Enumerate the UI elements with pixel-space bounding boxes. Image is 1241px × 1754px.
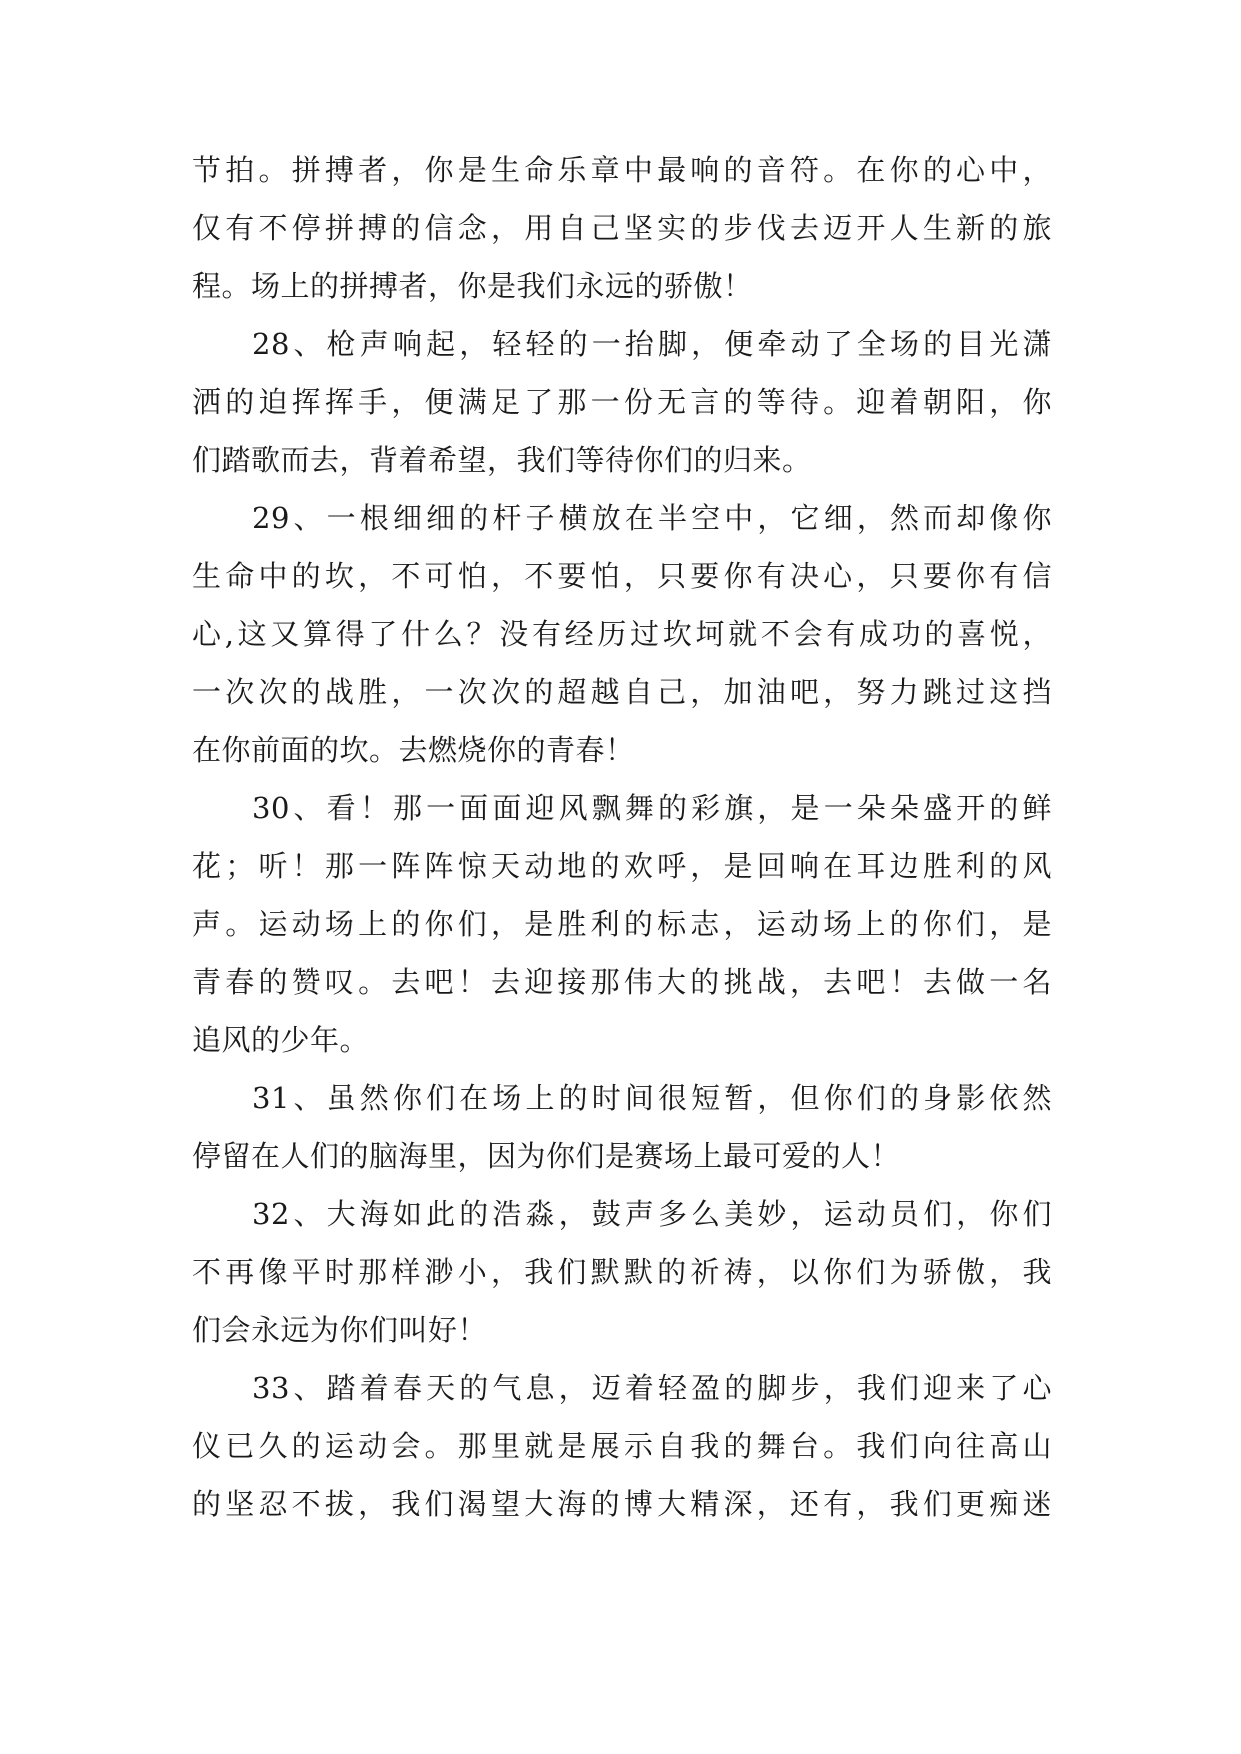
text-line: 追风的少年。	[192, 1023, 370, 1057]
text-line: 花；听！那一阵阵惊天动地的欢呼，是回响在耳边胜利的风	[192, 849, 1052, 883]
text-line: 节拍。拼搏者，你是生命乐章中最响的音符。在你的心中，	[192, 153, 1052, 187]
text-line: 心,这又算得了什么？没有经历过坎坷就不会有成功的喜悦，	[192, 617, 1052, 651]
text-line: 们会永远为你们叫好！	[192, 1313, 488, 1347]
text-line: 停留在人们的脑海里，因为你们是赛场上最可爱的人！	[192, 1139, 901, 1173]
paragraph-33-first-line: 33、踏着春天的气息，迈着轻盈的脚步，我们迎来了心	[252, 1371, 1052, 1405]
paragraph-32-first-line: 32、大海如此的浩淼，鼓声多么美妙，运动员们，你们	[252, 1197, 1052, 1231]
text-line: 们踏歌而去，背着希望，我们等待你们的归来。	[192, 443, 812, 477]
text-line: 程。场上的拼搏者，你是我们永远的骄傲！	[192, 269, 753, 303]
text-line: 仅有不停拼搏的信念，用自己坚实的步伐去迈开人生新的旅	[192, 211, 1052, 245]
paragraph-28-first-line: 28、枪声响起，轻轻的一抬脚，便牵动了全场的目光潇	[252, 327, 1052, 361]
text-line: 在你前面的坎。去燃烧你的青春！	[192, 733, 635, 767]
text-line: 生命中的坎，不可怕，不要怕，只要你有决心，只要你有信	[192, 559, 1052, 593]
paragraph-31-first-line: 31、虽然你们在场上的时间很短暂，但你们的身影依然	[252, 1081, 1052, 1115]
text-line: 声。运动场上的你们，是胜利的标志，运动场上的你们，是	[192, 907, 1052, 941]
paragraph-29-first-line: 29、一根细细的杆子横放在半空中，它细，然而却像你	[252, 501, 1052, 535]
text-line: 洒的迫挥挥手，便满足了那一份无言的等待。迎着朝阳，你	[192, 385, 1052, 419]
text-line: 不再像平时那样渺小，我们默默的祈祷，以你们为骄傲，我	[192, 1255, 1052, 1289]
text-line: 仪已久的运动会。那里就是展示自我的舞台。我们向往高山	[192, 1429, 1052, 1463]
text-line: 一次次的战胜，一次次的超越自己，加油吧，努力跳过这挡	[192, 675, 1052, 709]
text-line: 青春的赞叹。去吧！去迎接那伟大的挑战，去吧！去做一名	[192, 965, 1052, 999]
text-line: 的坚忍不拔，我们渴望大海的博大精深，还有，我们更痴迷	[192, 1487, 1052, 1521]
paragraph-30-first-line: 30、看！那一面面迎风飘舞的彩旗，是一朵朵盛开的鲜	[252, 791, 1052, 825]
